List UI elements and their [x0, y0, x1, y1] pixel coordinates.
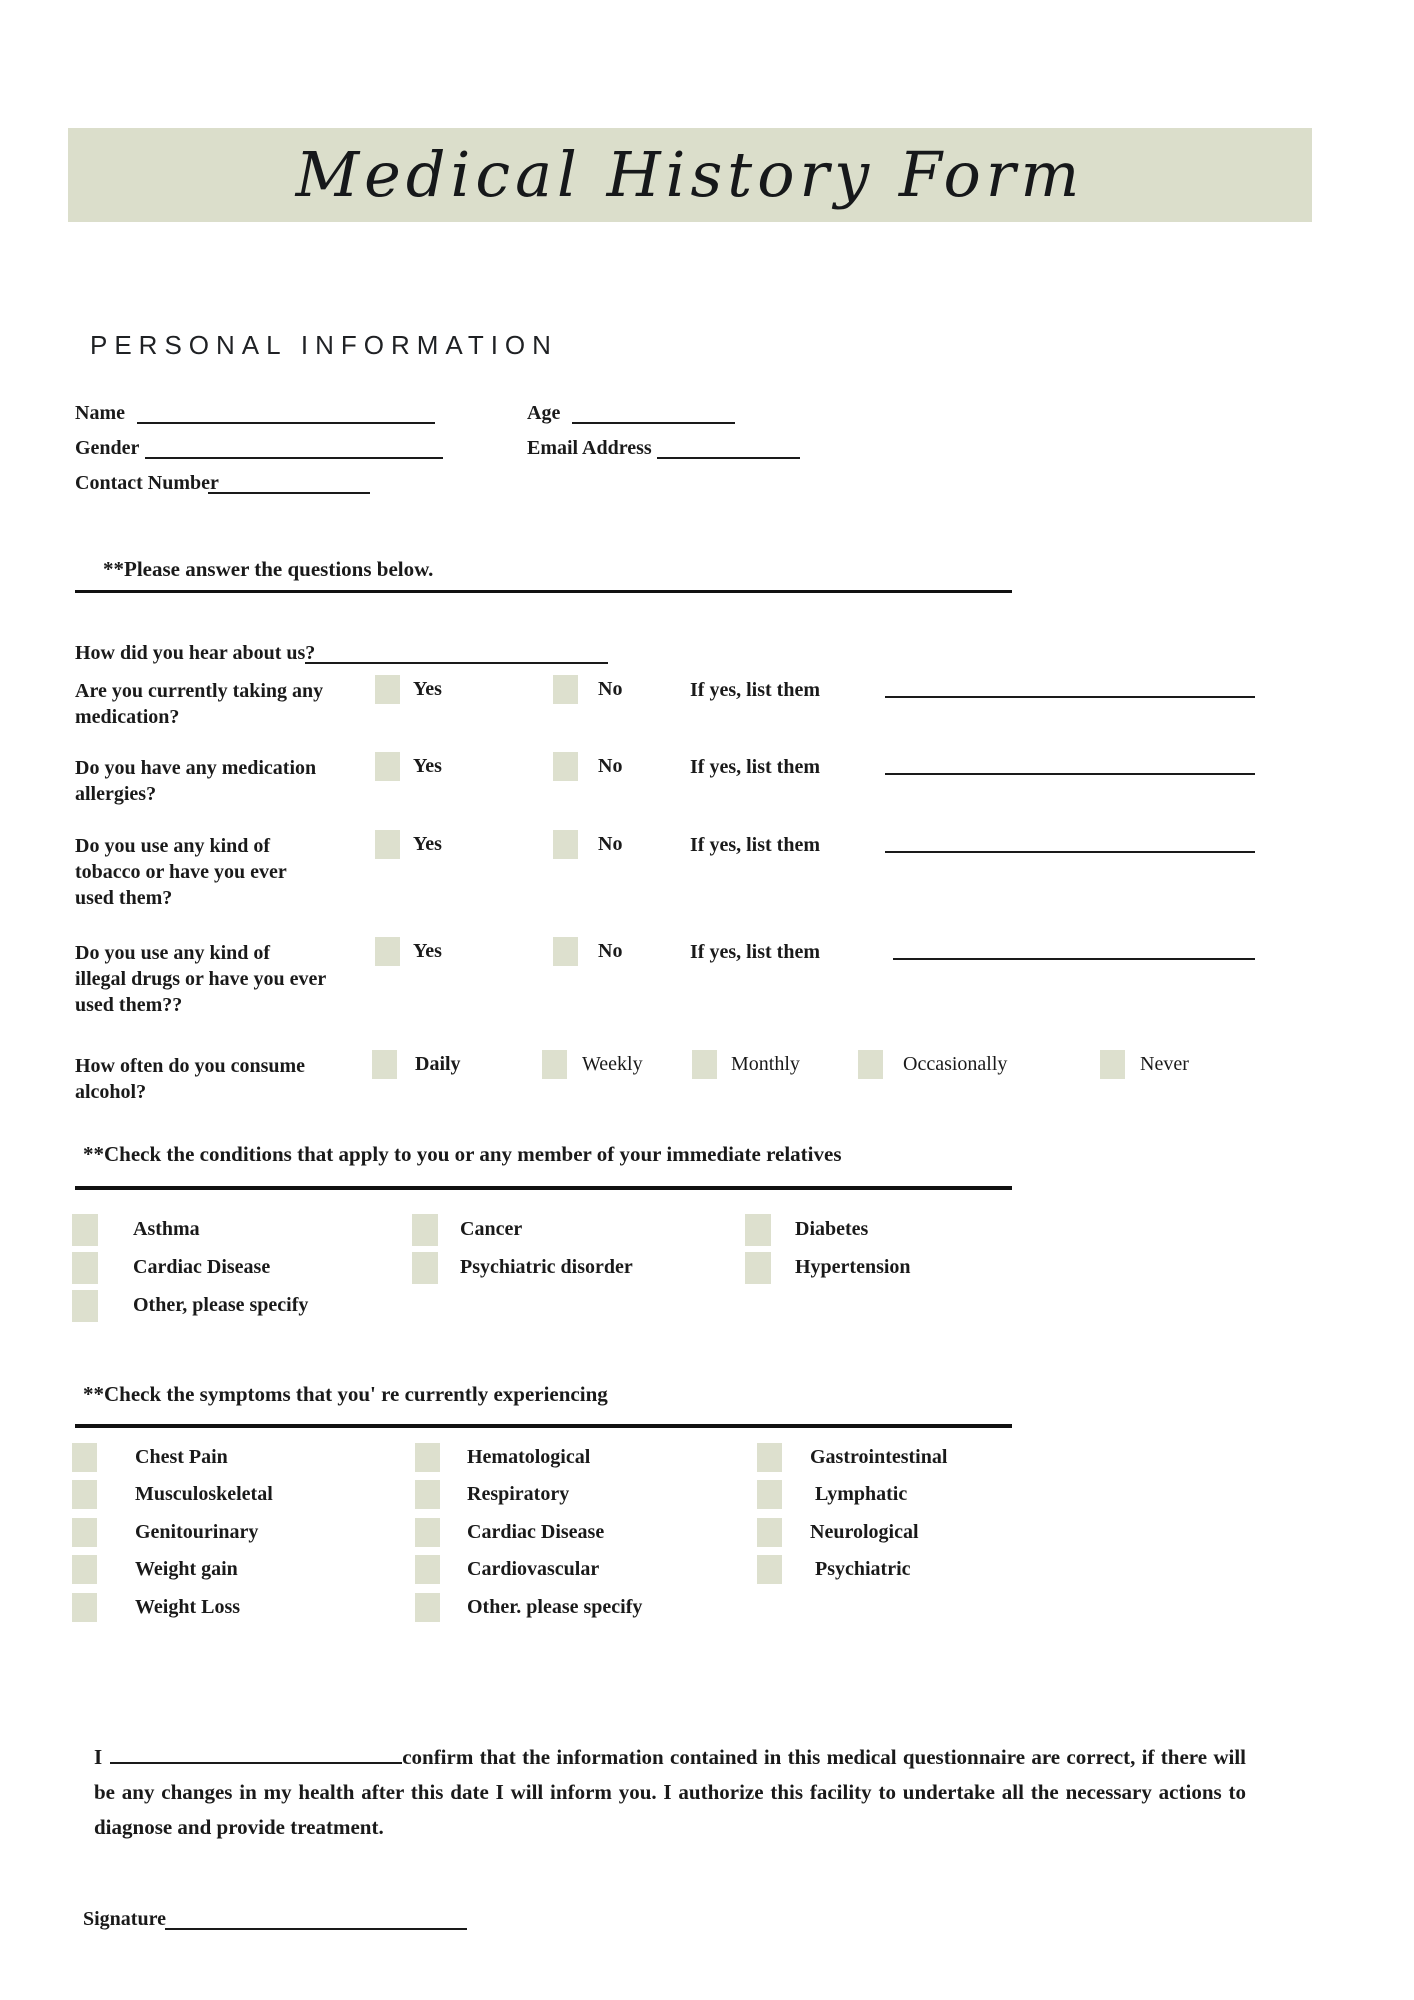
cardiac-disease-symptom-label: Cardiac Disease [467, 1521, 605, 1543]
gastrointestinal-label: Gastrointestinal [810, 1446, 948, 1468]
hear-about-line[interactable] [305, 644, 608, 664]
question-alcohol [75, 1053, 305, 1105]
weekly-checkbox[interactable] [542, 1050, 567, 1079]
answer-line[interactable] [885, 833, 1255, 853]
monthly-checkbox[interactable] [692, 1050, 717, 1079]
if-yes-label: If yes, list them [690, 941, 820, 963]
cardiac-disease-symptom-checkbox[interactable] [415, 1518, 440, 1547]
signature-label: Signature [83, 1908, 166, 1930]
answer-questions-note: **Please answer the questions below. [103, 557, 434, 581]
no-label: No [598, 833, 623, 855]
conditions-note: **Check the conditions that apply to you or any member of your immediate relatives [83, 1142, 842, 1166]
psychiatric-checkbox[interactable] [757, 1555, 782, 1584]
weight-gain-checkbox[interactable] [72, 1555, 97, 1584]
section-divider [75, 1424, 1012, 1428]
question-medication [75, 678, 323, 730]
weight-loss-checkbox[interactable] [72, 1593, 97, 1622]
if-yes-label: If yes, list them [690, 834, 820, 856]
question-text-line: allergies? [75, 783, 157, 805]
yes-label: Yes [413, 755, 442, 777]
title-banner [68, 128, 1312, 222]
section-divider [75, 1186, 1012, 1190]
monthly-label: Monthly [731, 1053, 800, 1075]
no-label: No [598, 678, 623, 700]
neurological-checkbox[interactable] [757, 1518, 782, 1547]
question-text-line: Do you use any kind of [75, 835, 271, 857]
question-text-line: used them? [75, 887, 173, 909]
yes-checkbox[interactable] [375, 752, 400, 781]
cardiac-disease-checkbox[interactable] [72, 1252, 98, 1284]
occasionally-checkbox[interactable] [858, 1050, 883, 1079]
age-field-line[interactable] [572, 404, 735, 424]
diabetes-checkbox[interactable] [745, 1214, 771, 1246]
no-checkbox[interactable] [553, 752, 578, 781]
weight-gain-label: Weight gain [135, 1558, 238, 1580]
question-text-line: Do you use any kind of [75, 942, 271, 964]
question-text-line: How often do you consume [75, 1055, 306, 1077]
weight-loss-label: Weight Loss [135, 1596, 241, 1618]
question-allergies [75, 755, 316, 807]
yes-label: Yes [413, 833, 442, 855]
yes-label: Yes [413, 940, 442, 962]
personal-information-heading: PERSONAL INFORMATION [90, 330, 558, 360]
respiratory-label: Respiratory [467, 1483, 570, 1505]
section-divider [75, 590, 1012, 593]
question-tobacco [75, 833, 287, 911]
hear-about-question: How did you hear about us? [75, 642, 316, 664]
yes-label: Yes [413, 678, 442, 700]
question-illegal-drugs [75, 940, 326, 1018]
no-checkbox[interactable] [553, 937, 578, 966]
never-label: Never [1140, 1053, 1189, 1075]
consent-paragraph [94, 1740, 1246, 1845]
question-text-line: tobacco or have you ever [75, 861, 287, 883]
cardiovascular-checkbox[interactable] [415, 1555, 440, 1584]
occasionally-label: Occasionally [903, 1053, 1008, 1075]
asthma-checkbox[interactable] [72, 1214, 98, 1246]
question-text-line: alcohol? [75, 1081, 147, 1103]
cardiovascular-label: Cardiovascular [467, 1558, 600, 1580]
consent-body: confirm that the information contained in this medical questionnaire are correct, if there will be any changes in my health after this date I will inform you. I authorize this facility to undertake all the necessary actions to diagnose and provide treatment. [94, 1745, 1246, 1839]
if-yes-label: If yes, list them [690, 679, 820, 701]
gastrointestinal-checkbox[interactable] [757, 1443, 782, 1472]
yes-checkbox[interactable] [375, 830, 400, 859]
psychiatric-disorder-label: Psychiatric disorder [460, 1256, 633, 1278]
neurological-label: Neurological [810, 1521, 919, 1543]
email-field-line[interactable] [657, 439, 800, 459]
age-label: Age [527, 402, 561, 424]
other-symptom-checkbox[interactable] [415, 1593, 440, 1622]
email-label: Email Address [527, 437, 652, 459]
chest-pain-checkbox[interactable] [72, 1443, 97, 1472]
question-text-line: Are you currently taking any [75, 680, 324, 702]
hematological-checkbox[interactable] [415, 1443, 440, 1472]
genitourinary-label: Genitourinary [135, 1521, 259, 1543]
consent-name-line[interactable] [110, 1741, 402, 1764]
psychiatric-disorder-checkbox[interactable] [412, 1252, 438, 1284]
signature-line[interactable] [165, 1910, 467, 1930]
daily-checkbox[interactable] [372, 1050, 397, 1079]
yes-checkbox[interactable] [375, 675, 400, 704]
never-checkbox[interactable] [1100, 1050, 1125, 1079]
question-text-line: medication? [75, 706, 180, 728]
name-field-line[interactable] [137, 404, 435, 424]
no-label: No [598, 755, 623, 777]
question-text-line: Do you have any medication [75, 757, 317, 779]
form-title: Medical History Form [295, 138, 1085, 211]
no-checkbox[interactable] [553, 675, 578, 704]
respiratory-checkbox[interactable] [415, 1480, 440, 1509]
musculoskeletal-checkbox[interactable] [72, 1480, 97, 1509]
musculoskeletal-label: Musculoskeletal [135, 1483, 273, 1505]
no-checkbox[interactable] [553, 830, 578, 859]
symptoms-note: **Check the symptoms that you' re currently experiencing [83, 1382, 608, 1406]
gender-field-line[interactable] [145, 439, 443, 459]
contact-label: Contact Number [75, 472, 219, 494]
cancer-label: Cancer [460, 1218, 523, 1240]
lymphatic-checkbox[interactable] [757, 1480, 782, 1509]
cardiac-disease-label: Cardiac Disease [133, 1256, 271, 1278]
other-condition-checkbox[interactable] [72, 1290, 98, 1322]
hematological-label: Hematological [467, 1446, 591, 1468]
chest-pain-label: Chest Pain [135, 1446, 228, 1468]
psychiatric-label: Psychiatric [815, 1558, 911, 1580]
contact-field-line[interactable] [208, 474, 370, 494]
question-text-line: illegal drugs or have you ever [75, 968, 327, 990]
cancer-checkbox[interactable] [412, 1214, 438, 1246]
answer-line[interactable] [885, 755, 1255, 775]
no-label: No [598, 940, 623, 962]
answer-line[interactable] [893, 940, 1255, 960]
other-condition-label: Other, please specify [133, 1294, 309, 1316]
genitourinary-checkbox[interactable] [72, 1518, 97, 1547]
other-symptom-label: Other. please specify [467, 1596, 643, 1618]
weekly-label: Weekly [582, 1053, 643, 1075]
hypertension-checkbox[interactable] [745, 1252, 771, 1284]
diabetes-label: Diabetes [795, 1218, 869, 1240]
asthma-label: Asthma [133, 1218, 200, 1240]
if-yes-label: If yes, list them [690, 756, 820, 778]
gender-label: Gender [75, 437, 140, 459]
lymphatic-label: Lymphatic [815, 1483, 908, 1505]
question-text-line: used them?? [75, 994, 183, 1016]
name-label: Name [75, 402, 125, 424]
hypertension-label: Hypertension [795, 1256, 911, 1278]
consent-prefix: I [94, 1745, 103, 1769]
daily-label: Daily [415, 1053, 461, 1075]
answer-line[interactable] [885, 678, 1255, 698]
yes-checkbox[interactable] [375, 937, 400, 966]
